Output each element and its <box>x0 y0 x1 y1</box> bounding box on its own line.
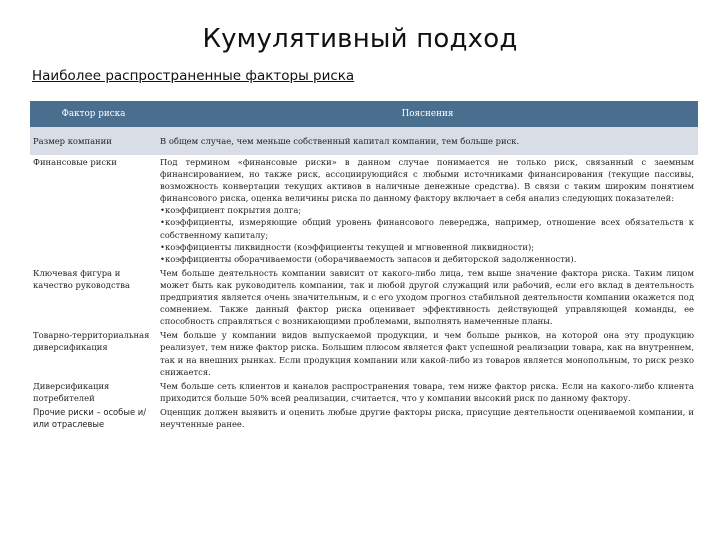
list-item: • коэффициенты оборачиваемости (оборачиваемость запасов и дебиторской задолженности). <box>160 253 694 265</box>
explanation-text: Под термином «финансовые риски» в данном случае понимается не только риск, связанный с заемным финансированием, но также риск, ассоциирующийся с любыми источниками финансирования (текущие пассивы, возможность конвертации текущих активов в наличные денежные средства). В связи с таким широким понятием финансового риска, оценка величины риска по данному фактору включает в себя анализ следующих показателей: <box>160 157 694 204</box>
factor-cell: Ключевая фигура и качество руководства <box>30 266 157 328</box>
table-row <box>30 379 698 405</box>
table-row <box>30 127 698 155</box>
factor-cell: Прочие риски – особые и/или отраслевые <box>30 405 157 431</box>
factor-cell: Размер компании <box>30 127 157 155</box>
explanation-cell: Чем больше у компании видов выпускаемой продукции, и чем больше рынков, на которой она эту продукцию реализует, тем ниже фактор риска. Большим плюсом является факт успешной реализации товара, как на внутреннем, так и на внешних рынках. Если продукция компании или какой-либо из товаров является монопольным, то риск резко снижается. <box>157 328 698 378</box>
table-row <box>30 328 698 378</box>
factor-cell: Финансовые риски <box>30 155 157 266</box>
explanation-cell: В общем случае, чем меньше собственный капитал компании, тем больше риск. <box>157 127 698 155</box>
table-header-row <box>30 101 698 127</box>
list-item: • коэффициенты ликвидности (коэффициенты текущей и мгновенной ликвидности); <box>160 241 694 253</box>
explanation-cell: Чем больше сеть клиентов и каналов распространения товара, тем ниже фактор риска. Если на какого-либо клиента приходится больше 50% всей реализации, считается, что у компании высокий риск по данному фактору. <box>157 379 698 405</box>
table-row <box>30 155 698 266</box>
explanation-cell <box>157 155 698 266</box>
slide-title: Кумулятивный подход <box>202 24 518 54</box>
indicator-list <box>160 204 694 264</box>
table-row <box>30 405 698 431</box>
list-item: • коэффициент покрытия долга; <box>160 204 694 216</box>
explanation-cell: Оценщик должен выявить и оценить любые другие факторы риска, присущие деятельности оцениваемой компании, и неучтенные ранее. <box>157 405 698 431</box>
list-item: • коэффициенты, измеряющие общий уровень финансового левереджа, например, отношение всех обязательств к собственному капиталу; <box>160 216 694 240</box>
table-row <box>30 266 698 328</box>
header-factor: Фактор риска <box>30 101 157 127</box>
risk-factors-table <box>30 101 698 431</box>
header-explanation: Пояснения <box>157 101 698 127</box>
slide-subtitle: Наиболее распространенные факторы риска <box>32 68 355 84</box>
factor-cell: Товарно-территориальная диверсификация <box>30 328 157 378</box>
factor-cell: Диверсификация потребителей <box>30 379 157 405</box>
explanation-cell: Чем больше деятельность компании зависит от какого-либо лица, тем выше значение фактора риска. Таким лицом может быть как руководитель компании, так и любой другой служащий или рабочий, если его вклад в деятельность предприятия является очень значительным, и с его уходом прогноз стабильной деятельности компании окажется под сомнением. Также данный фактор риска оценивает эффективность действующей управляющей команды, ее способность справляться с возникающими проблемами, выполнять намеченные планы. <box>157 266 698 328</box>
